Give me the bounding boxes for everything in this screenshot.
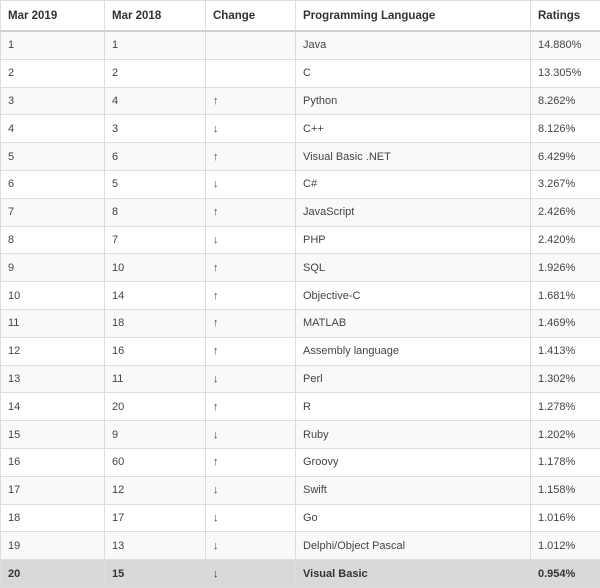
change-cell — [206, 476, 296, 504]
rank-2018-cell: 14 — [105, 282, 206, 310]
language-cell: Visual Basic — [296, 560, 531, 588]
rank-2019-cell: 19 — [1, 532, 105, 560]
rank-2019-cell: 4 — [1, 115, 105, 143]
header-ratings[interactable]: Ratings — [531, 1, 600, 32]
arrow-down-icon: ↓ — [213, 234, 219, 246]
change-cell — [206, 504, 296, 532]
header-change[interactable]: Change — [206, 1, 296, 32]
change-cell — [206, 198, 296, 226]
language-cell: Ruby — [296, 421, 531, 449]
language-cell: R — [296, 393, 531, 421]
table-row — [1, 365, 600, 393]
change-cell — [206, 254, 296, 282]
rating-cell: 2.420% — [531, 226, 600, 254]
language-cell: C — [296, 59, 531, 87]
language-cell: Visual Basic .NET — [296, 143, 531, 171]
rank-2018-cell: 1 — [105, 31, 206, 59]
rank-2018-cell: 9 — [105, 421, 206, 449]
rating-cell: 1.302% — [531, 365, 600, 393]
language-cell: Go — [296, 504, 531, 532]
rank-2019-cell: 11 — [1, 309, 105, 337]
rank-2019-cell: 3 — [1, 87, 105, 115]
change-cell — [206, 87, 296, 115]
rank-2018-cell: 11 — [105, 365, 206, 393]
change-cell — [206, 226, 296, 254]
arrow-down-icon: ↓ — [213, 512, 219, 524]
change-cell — [206, 143, 296, 171]
table-row — [1, 115, 600, 143]
language-cell: MATLAB — [296, 309, 531, 337]
rank-2018-cell: 8 — [105, 198, 206, 226]
rank-2019-cell: 2 — [1, 59, 105, 87]
table-body — [1, 31, 600, 587]
rating-cell: 0.954% — [531, 560, 600, 588]
arrow-down-icon: ↓ — [213, 484, 219, 496]
table-row — [1, 504, 600, 532]
language-cell: Perl — [296, 365, 531, 393]
rating-cell: 3.267% — [531, 170, 600, 198]
change-cell — [206, 31, 296, 59]
rank-2019-cell: 7 — [1, 198, 105, 226]
arrow-up-icon: ↑ — [213, 317, 219, 329]
rank-2019-cell: 10 — [1, 282, 105, 310]
header-mar-2018[interactable]: Mar 2018 — [105, 1, 206, 32]
arrow-down-icon: ↓ — [213, 123, 219, 135]
table-row — [1, 87, 600, 115]
rank-2019-cell: 18 — [1, 504, 105, 532]
arrow-down-icon: ↓ — [213, 429, 219, 441]
table-header — [1, 1, 600, 32]
change-cell — [206, 421, 296, 449]
rating-cell: 13.305% — [531, 59, 600, 87]
language-cell: SQL — [296, 254, 531, 282]
table-row — [1, 59, 600, 87]
table-row — [1, 309, 600, 337]
rank-2018-cell: 7 — [105, 226, 206, 254]
arrow-up-icon: ↑ — [213, 95, 219, 107]
rank-2019-cell: 13 — [1, 365, 105, 393]
rating-cell: 1.926% — [531, 254, 600, 282]
rank-2018-cell: 16 — [105, 337, 206, 365]
rank-2018-cell: 20 — [105, 393, 206, 421]
change-cell — [206, 532, 296, 560]
rank-2018-cell: 18 — [105, 309, 206, 337]
rating-cell: 14.880% — [531, 31, 600, 59]
change-cell — [206, 309, 296, 337]
arrow-up-icon: ↑ — [213, 262, 219, 274]
rank-2018-cell: 10 — [105, 254, 206, 282]
table-row — [1, 254, 600, 282]
change-cell — [206, 59, 296, 87]
rank-2018-cell: 17 — [105, 504, 206, 532]
table-row — [1, 476, 600, 504]
rank-2019-cell: 20 — [1, 560, 105, 588]
rating-cell: 1.278% — [531, 393, 600, 421]
language-cell: PHP — [296, 226, 531, 254]
language-cell: C# — [296, 170, 531, 198]
rank-2019-cell: 6 — [1, 170, 105, 198]
arrow-down-icon: ↓ — [213, 540, 219, 552]
language-cell: C++ — [296, 115, 531, 143]
rating-cell: 1.413% — [531, 337, 600, 365]
table-row — [1, 170, 600, 198]
rating-cell: 1.158% — [531, 476, 600, 504]
change-cell — [206, 448, 296, 476]
change-cell — [206, 337, 296, 365]
language-cell: Swift — [296, 476, 531, 504]
change-cell — [206, 393, 296, 421]
rank-2018-cell: 60 — [105, 448, 206, 476]
rating-cell: 1.012% — [531, 532, 600, 560]
table-row — [1, 226, 600, 254]
rating-cell: 1.178% — [531, 448, 600, 476]
arrow-up-icon: ↑ — [213, 345, 219, 357]
rank-2018-cell: 2 — [105, 59, 206, 87]
table-row — [1, 393, 600, 421]
table-row — [1, 282, 600, 310]
arrow-up-icon: ↑ — [213, 151, 219, 163]
rank-2019-cell: 15 — [1, 421, 105, 449]
language-cell: Assembly language — [296, 337, 531, 365]
arrow-up-icon: ↑ — [213, 290, 219, 302]
table-row — [1, 532, 600, 560]
table-row — [1, 198, 600, 226]
rating-cell: 1.469% — [531, 309, 600, 337]
rating-cell: 1.681% — [531, 282, 600, 310]
header-programming-language[interactable]: Programming Language — [296, 1, 531, 32]
change-cell — [206, 282, 296, 310]
rank-2019-cell: 16 — [1, 448, 105, 476]
table-row — [1, 448, 600, 476]
rank-2018-cell: 6 — [105, 143, 206, 171]
arrow-up-icon: ↑ — [213, 206, 219, 218]
rating-cell: 1.016% — [531, 504, 600, 532]
table-row — [1, 560, 600, 588]
language-cell: Objective-C — [296, 282, 531, 310]
language-cell: Python — [296, 87, 531, 115]
rank-2018-cell: 5 — [105, 170, 206, 198]
rating-cell: 8.126% — [531, 115, 600, 143]
rating-cell: 8.262% — [531, 87, 600, 115]
rank-2019-cell: 1 — [1, 31, 105, 59]
rank-2019-cell: 9 — [1, 254, 105, 282]
change-cell — [206, 560, 296, 588]
header-row — [1, 1, 600, 32]
table-row — [1, 31, 600, 59]
rank-2019-cell: 8 — [1, 226, 105, 254]
rank-2019-cell: 5 — [1, 143, 105, 171]
rank-2018-cell: 13 — [105, 532, 206, 560]
rating-cell: 1.202% — [531, 421, 600, 449]
arrow-down-icon: ↓ — [213, 568, 219, 580]
rank-2018-cell: 12 — [105, 476, 206, 504]
arrow-up-icon: ↑ — [213, 401, 219, 413]
rank-2019-cell: 12 — [1, 337, 105, 365]
rank-2018-cell: 3 — [105, 115, 206, 143]
rank-2019-cell: 17 — [1, 476, 105, 504]
arrow-up-icon: ↑ — [213, 456, 219, 468]
arrow-down-icon: ↓ — [213, 373, 219, 385]
language-cell: Groovy — [296, 448, 531, 476]
language-cell: JavaScript — [296, 198, 531, 226]
rank-2018-cell: 4 — [105, 87, 206, 115]
rating-cell: 6.429% — [531, 143, 600, 171]
change-cell — [206, 115, 296, 143]
table-row — [1, 421, 600, 449]
rank-2019-cell: 14 — [1, 393, 105, 421]
change-cell — [206, 170, 296, 198]
table-row — [1, 337, 600, 365]
table-row — [1, 143, 600, 171]
rank-2018-cell: 15 — [105, 560, 206, 588]
language-cell: Java — [296, 31, 531, 59]
language-cell: Delphi/Object Pascal — [296, 532, 531, 560]
rating-cell: 2.426% — [531, 198, 600, 226]
arrow-down-icon: ↓ — [213, 178, 219, 190]
header-mar-2019[interactable]: Mar 2019 — [1, 1, 105, 32]
change-cell — [206, 365, 296, 393]
